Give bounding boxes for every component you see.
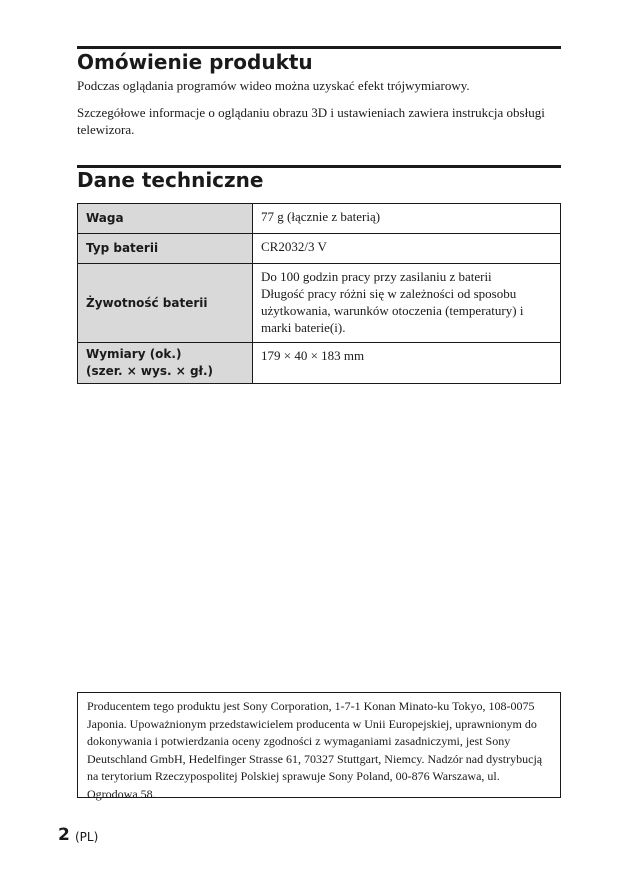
page-language: (PL) [75,830,99,844]
spec-value-battery-life-line-1: Do 100 godzin pracy przy zasilaniu z baterii [261,269,492,284]
overview-heading: Omówienie produktu [77,50,313,74]
spec-value-battery-life [253,264,561,343]
overview-paragraph-1: Podczas oglądania programów wideo można uzyskać efekt trójwymiarowy. [77,78,470,93]
spec-value-battery-type [253,234,561,264]
spec-label-battery-life-line: Żywotność baterii [86,295,208,310]
spec-label-dimensions [78,343,253,384]
spec-row-battery-type [78,234,561,264]
spec-value-battery-life-line-2: Długość pracy różni się w zależności od sposobu użytkowania, warunków otoczenia (temperatury) i marki baterie(i). [261,286,524,335]
spec-label-weight-line: Waga [86,211,124,225]
spec-value-weight-line: 77 g (łącznie z baterią) [261,209,381,224]
spec-label-battery-type-line: Typ baterii [86,241,159,255]
spec-label-weight [78,204,253,234]
spec-label-dimensions-line-1: Wymiary (ok.) [86,347,182,361]
overview-paragraph-2: Szczegółowe informacje o oglądaniu obrazu 3D i ustawieniach zawiera instrukcja obsługi telewizora. [77,105,545,137]
specs-heading: Dane techniczne [77,168,264,192]
spec-value-dimensions [253,343,561,384]
spec-row-weight [78,204,561,234]
spec-label-battery-life [78,264,253,343]
spec-label-dimensions-line-2: (szer. × wys. × gł.) [86,364,214,378]
spec-row-battery-life [78,264,561,343]
spec-value-battery-type-line: CR2032/3 V [261,239,327,254]
manufacturer-notice: Producentem tego produktu jest Sony Corporation, 1-7-1 Konan Minato-ku Tokyo, 108-0075 Japonia. Upoważnionym przedstawicielem producenta w Unii Europejskiej, uprawnionym do dokonywania i potwierdzania oceny zgodności z wymaganiami zasadniczymi, jest Sony Deutschland GmbH, Hedelfinger Strasse 61, 70327 Stuttgart, Niemcy. Nadzór nad dystrybucją na terytorium Rzeczypospolitej Polskiej sprawuje Sony Poland, 00-876 Warszawa, ul. Ogrodowa 58. [77,692,561,798]
spec-label-battery-type [78,234,253,264]
specs-table [77,203,561,384]
overview-rule [77,46,561,49]
page-number: 2 [58,825,70,845]
spec-value-dimensions-line: 179 × 40 × 183 mm [261,348,365,363]
spec-value-weight [253,204,561,234]
spec-row-dimensions [78,343,561,384]
